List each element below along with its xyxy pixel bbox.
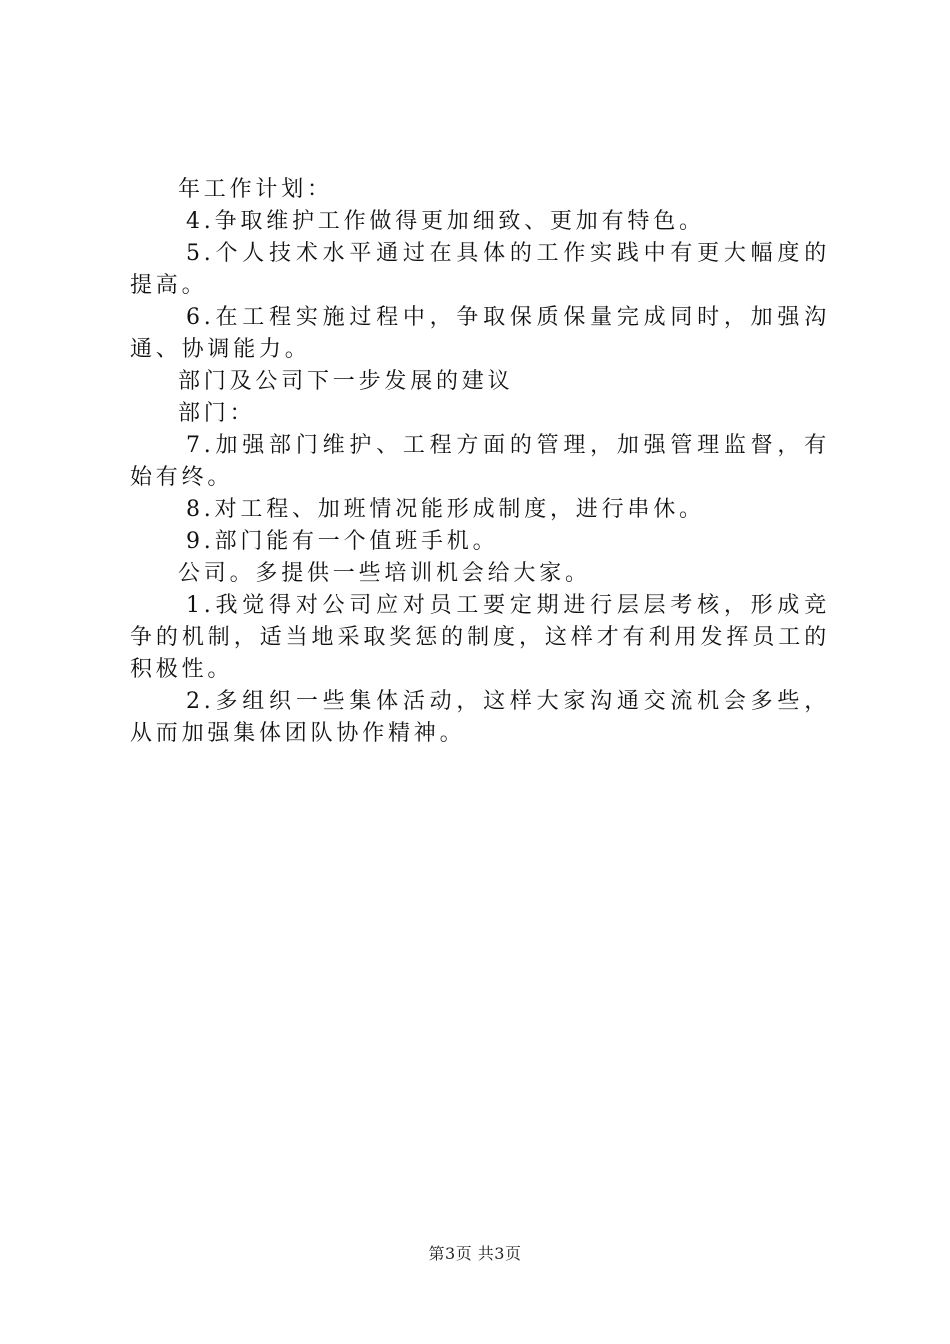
plan-item-6: 6.在工程实施过程中，争取保质保量完成同时，加强沟通、协调能力。 <box>130 305 830 362</box>
plan-item-4: 4.争取维护工作做得更加细致、更加有特色。 <box>186 209 705 234</box>
company-item-2: 2.多组织一些集体活动，这样大家沟通交流机会多些，从而加强集体团队协作精神。 <box>130 689 830 746</box>
heading-annual-work-plan: 年工作计划： <box>178 177 333 202</box>
suggestion-item-9: 9.部门能有一个值班手机。 <box>186 529 499 554</box>
suggestion-item-7: 7.加强部门维护、工程方面的管理，加强管理监督，有始有终。 <box>130 433 830 490</box>
page-number-footer: 第3页 共3页 <box>428 1244 522 1263</box>
company-item-1: 1.我觉得对公司应对员工要定期进行层层考核，形成竞争的机制，适当地采取奖惩的制度，这样才有利用发挥员工的积极性。 <box>130 593 830 682</box>
heading-suggestions: 部门及公司下一步发展的建议 <box>178 369 514 394</box>
plan-item-5: 5.个人技术水平通过在具体的工作实践中有更大幅度的提高。 <box>130 241 830 298</box>
heading-department: 部门： <box>178 401 256 426</box>
document-body <box>130 174 830 750</box>
heading-company: 公司。多提供一些培训机会给大家。 <box>178 561 591 586</box>
suggestion-item-8: 8.对工程、加班情况能形成制度，进行串休。 <box>186 497 705 522</box>
